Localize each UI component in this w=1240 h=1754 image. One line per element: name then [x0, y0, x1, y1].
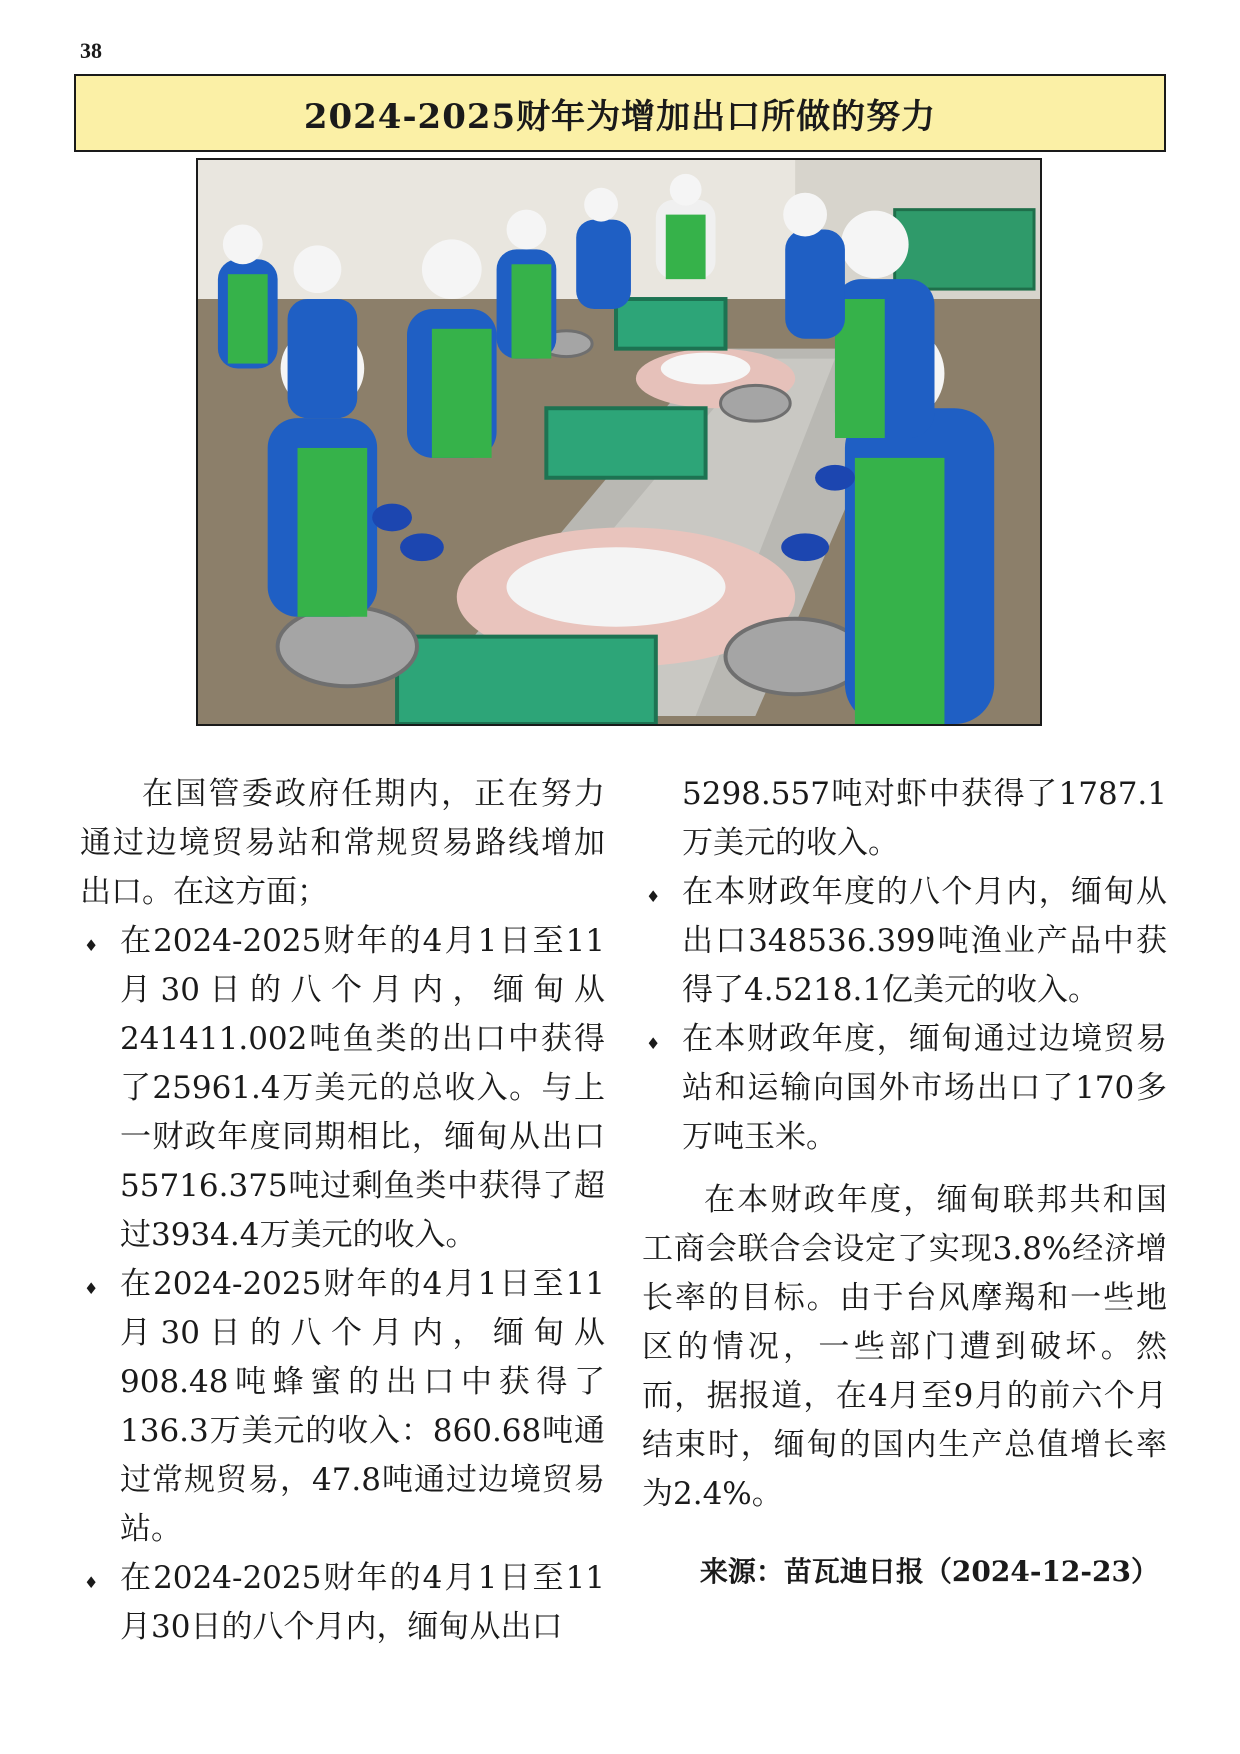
- bullet-continuation: 5298.557吨对虾中获得了1787.1万美元的收入。: [682, 776, 1167, 861]
- list-item: [642, 868, 1167, 1015]
- intro-paragraph: 在国管委政府任期内，正在努力通过边境贸易站和常规贸易路线增加出口。在这方面；: [80, 776, 605, 910]
- bullet-text: 在2024-2025财年的4月1日至11月30日的八个月内，缅甸从908.48吨蜂蜜的出口中获得了136.3万美元的收入：860.68吨通过常规贸易，47.8吨通过边境贸易站。: [120, 1266, 605, 1547]
- list-item: [80, 1554, 605, 1652]
- right-column: [642, 770, 1167, 1596]
- photo-illustration: [198, 160, 1040, 724]
- diamond-bullet-icon: ♦: [84, 1573, 99, 1592]
- bullet-text: 在本财政年度，缅甸通过边境贸易站和运输向国外市场出口了170多万吨玉米。: [682, 1021, 1167, 1155]
- title-box: [74, 74, 1166, 152]
- page-title: 2024-2025财年为增加出口所做的努力: [303, 96, 937, 137]
- left-bullet-list: [80, 917, 605, 1652]
- page-number: 38: [80, 38, 102, 63]
- list-item: [642, 1015, 1167, 1162]
- diamond-bullet-icon: ♦: [646, 1034, 661, 1053]
- fish-processing-photo: [196, 158, 1042, 726]
- bullet-text: 在2024-2025财年的4月1日至11月30日的八个月内，缅甸从出口: [120, 1560, 605, 1645]
- diamond-bullet-icon: ♦: [84, 1279, 99, 1298]
- right-bullet-list: [642, 868, 1167, 1162]
- bullet-text: 在本财政年度的八个月内，缅甸从出口348536.399吨渔业产品中获得了4.5218.1亿美元的收入。: [682, 874, 1167, 1008]
- left-column: [80, 770, 605, 1652]
- spacer: [642, 1162, 1167, 1176]
- diamond-bullet-icon: ♦: [84, 936, 99, 955]
- bullet-text: 在2024-2025财年的4月1日至11月30日的八个月内，缅甸从241411.002吨鱼类的出口中获得了25961.4万美元的总收入。与上一财政年度同期相比，缅甸从出口55716.375吨过剩鱼类中获得了超过3934.4万美元的收入。: [120, 923, 605, 1253]
- diamond-bullet-icon: ♦: [646, 887, 661, 906]
- list-item: [80, 917, 605, 1260]
- economy-paragraph: 在本财政年度，缅甸联邦共和国工商会联合会设定了实现3.8%经济增长率的目标。由于台风摩羯和一些地区的情况，一些部门遭到破坏。然而，据报道，在4月至9月的前六个月结束时，缅甸的国内生产总值增长率为2.4%。: [642, 1182, 1167, 1512]
- list-item: [80, 1260, 605, 1554]
- source-credit: 来源：苗瓦迪日报（2024-12-23）: [699, 1555, 1159, 1588]
